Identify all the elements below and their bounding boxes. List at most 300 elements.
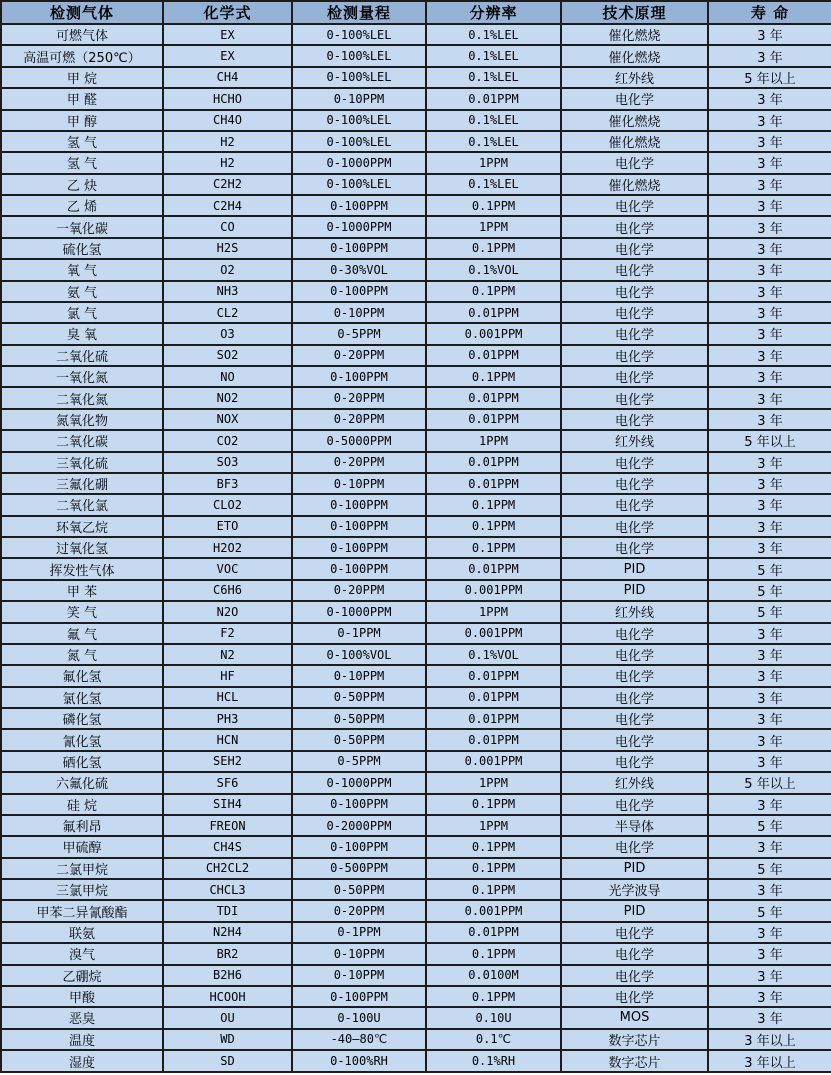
resolution-cell: 0.1%LEL	[426, 24, 561, 45]
principle-cell: 电化学	[561, 366, 708, 387]
gas-name-cell: 一氧化碳	[1, 216, 163, 237]
range-cell: 0-100%LEL	[292, 174, 426, 195]
principle-cell: 电化学	[561, 943, 708, 964]
range-cell: 0-20PPM	[292, 387, 426, 408]
range-cell: 0-100U	[292, 1007, 426, 1028]
range-cell: 0-10PPM	[292, 665, 426, 686]
table-row	[1, 836, 831, 857]
range-cell: 0-5PPM	[292, 751, 426, 772]
table-row	[1, 708, 831, 729]
range-cell: -40—80℃	[292, 1029, 426, 1050]
principle-cell: 电化学	[561, 708, 708, 729]
range-cell: 0-100PPM	[292, 366, 426, 387]
lifespan-cell: 3 年	[708, 687, 831, 708]
principle-cell: 电化学	[561, 516, 708, 537]
resolution-cell: 0.1PPM	[426, 516, 561, 537]
lifespan-cell: 3 年	[708, 986, 831, 1007]
lifespan-cell: 3 年	[708, 88, 831, 109]
lifespan-cell: 3 年	[708, 623, 831, 644]
resolution-cell: 0.01PPM	[426, 922, 561, 943]
formula-cell: FREON	[163, 815, 292, 836]
gas-name-cell: 氢 气	[1, 152, 163, 173]
gas-name-cell: 环氧乙烷	[1, 516, 163, 537]
table-row	[1, 858, 831, 879]
table-row	[1, 430, 831, 451]
principle-cell: 电化学	[561, 409, 708, 430]
range-cell: 0-5000PPM	[292, 430, 426, 451]
range-cell: 0-5PPM	[292, 323, 426, 344]
resolution-cell: 0.01PPM	[426, 558, 561, 579]
formula-cell: O2	[163, 259, 292, 280]
lifespan-cell: 3 年	[708, 45, 831, 66]
lifespan-cell: 3 年	[708, 195, 831, 216]
lifespan-cell: 3 年	[708, 24, 831, 45]
formula-cell: SIH4	[163, 794, 292, 815]
lifespan-cell: 3 年	[708, 494, 831, 515]
formula-cell: BF3	[163, 473, 292, 494]
range-cell: 0-100%LEL	[292, 67, 426, 88]
table-row	[1, 623, 831, 644]
principle-cell: 催化燃烧	[561, 24, 708, 45]
range-cell: 0-20PPM	[292, 452, 426, 473]
lifespan-cell: 3 年	[708, 238, 831, 259]
lifespan-cell: 3 年	[708, 1007, 831, 1028]
range-cell: 0-10PPM	[292, 943, 426, 964]
gas-name-cell: 甲 烷	[1, 67, 163, 88]
resolution-cell: 0.1%LEL	[426, 110, 561, 131]
range-cell: 0-100PPM	[292, 494, 426, 515]
resolution-cell: 0.0100M	[426, 965, 561, 986]
table-row	[1, 729, 831, 750]
resolution-cell: 0.1PPM	[426, 366, 561, 387]
lifespan-cell: 3 年	[708, 922, 831, 943]
gas-name-cell: 乙 烯	[1, 195, 163, 216]
table-row	[1, 986, 831, 1007]
principle-cell: 电化学	[561, 259, 708, 280]
gas-name-cell: 溴气	[1, 943, 163, 964]
formula-cell: F2	[163, 623, 292, 644]
table-row	[1, 879, 831, 900]
gas-name-cell: 笑 气	[1, 601, 163, 622]
gas-name-cell: 氢 气	[1, 131, 163, 152]
table-row	[1, 751, 831, 772]
lifespan-cell: 3 年	[708, 152, 831, 173]
formula-cell: C2H4	[163, 195, 292, 216]
resolution-cell: 0.1PPM	[426, 195, 561, 216]
gas-name-cell: 臭 氧	[1, 323, 163, 344]
lifespan-cell: 3 年以上	[708, 1050, 831, 1072]
gas-name-cell: 氯 气	[1, 302, 163, 323]
table-row	[1, 1007, 831, 1028]
principle-cell: 电化学	[561, 88, 708, 109]
range-cell: 0-10PPM	[292, 473, 426, 494]
resolution-cell: 0.1PPM	[426, 986, 561, 1007]
range-cell: 0-100PPM	[292, 558, 426, 579]
table-row	[1, 110, 831, 131]
formula-cell: VOC	[163, 558, 292, 579]
lifespan-cell: 3 年	[708, 452, 831, 473]
gas-name-cell: 三氧化硫	[1, 452, 163, 473]
principle-cell: 电化学	[561, 302, 708, 323]
table-row	[1, 772, 831, 793]
formula-cell: CHCL3	[163, 879, 292, 900]
range-cell: 0-50PPM	[292, 687, 426, 708]
principle-cell: PID	[561, 858, 708, 879]
gas-name-cell: 氨 气	[1, 281, 163, 302]
table-row	[1, 387, 831, 408]
gas-name-cell: 挥发性气体	[1, 558, 163, 579]
gas-name-cell: 湿度	[1, 1050, 163, 1072]
gas-name-cell: 甲 苯	[1, 580, 163, 601]
table-row	[1, 131, 831, 152]
column-header-2: 检测量程	[292, 1, 426, 24]
lifespan-cell: 3 年	[708, 131, 831, 152]
lifespan-cell: 3 年	[708, 794, 831, 815]
formula-cell: EX	[163, 45, 292, 66]
lifespan-cell: 3 年以上	[708, 1029, 831, 1050]
principle-cell: 电化学	[561, 323, 708, 344]
table-row	[1, 302, 831, 323]
range-cell: 0-100PPM	[292, 238, 426, 259]
lifespan-cell: 3 年	[708, 302, 831, 323]
resolution-cell: 1PPM	[426, 601, 561, 622]
table-row	[1, 174, 831, 195]
gas-name-cell: 乙硼烷	[1, 965, 163, 986]
resolution-cell: 0.01PPM	[426, 345, 561, 366]
lifespan-cell: 5 年	[708, 815, 831, 836]
table-row	[1, 580, 831, 601]
lifespan-cell: 3 年	[708, 708, 831, 729]
principle-cell: 电化学	[561, 729, 708, 750]
resolution-cell: 0.001PPM	[426, 751, 561, 772]
gas-name-cell: 联氨	[1, 922, 163, 943]
resolution-cell: 0.001PPM	[426, 323, 561, 344]
principle-cell: 电化学	[561, 537, 708, 558]
table-row	[1, 216, 831, 237]
gas-name-cell: 三氟化硼	[1, 473, 163, 494]
resolution-cell: 0.01PPM	[426, 409, 561, 430]
principle-cell: 电化学	[561, 345, 708, 366]
resolution-cell: 0.1PPM	[426, 537, 561, 558]
principle-cell: 电化学	[561, 152, 708, 173]
gas-name-cell: 二氧化氮	[1, 387, 163, 408]
principle-cell: 光学波导	[561, 879, 708, 900]
principle-cell: 电化学	[561, 623, 708, 644]
range-cell: 0-100%VOL	[292, 644, 426, 665]
gas-name-cell: 氮 气	[1, 644, 163, 665]
range-cell: 0-100PPM	[292, 836, 426, 857]
column-header-4: 技术原理	[561, 1, 708, 24]
formula-cell: HCN	[163, 729, 292, 750]
formula-cell: SEH2	[163, 751, 292, 772]
lifespan-cell: 3 年	[708, 409, 831, 430]
resolution-cell: 0.1%RH	[426, 1050, 561, 1072]
resolution-cell: 1PPM	[426, 430, 561, 451]
range-cell: 0-100PPM	[292, 537, 426, 558]
table-row	[1, 67, 831, 88]
lifespan-cell: 3 年	[708, 473, 831, 494]
range-cell: 0-20PPM	[292, 900, 426, 921]
gas-name-cell: 硫化氢	[1, 238, 163, 259]
principle-cell: 数字芯片	[561, 1029, 708, 1050]
range-cell: 0-1000PPM	[292, 152, 426, 173]
table-row	[1, 195, 831, 216]
lifespan-cell: 3 年	[708, 751, 831, 772]
formula-cell: HF	[163, 665, 292, 686]
principle-cell: 电化学	[561, 965, 708, 986]
table-row	[1, 259, 831, 280]
table-row	[1, 366, 831, 387]
table-header-row	[1, 1, 831, 24]
principle-cell: 数字芯片	[561, 1050, 708, 1072]
resolution-cell: 0.1PPM	[426, 494, 561, 515]
lifespan-cell: 5 年以上	[708, 772, 831, 793]
resolution-cell: 0.01PPM	[426, 387, 561, 408]
lifespan-cell: 3 年	[708, 387, 831, 408]
principle-cell: 电化学	[561, 195, 708, 216]
lifespan-cell: 3 年	[708, 537, 831, 558]
resolution-cell: 0.01PPM	[426, 687, 561, 708]
gas-name-cell: 三氯甲烷	[1, 879, 163, 900]
resolution-cell: 0.01PPM	[426, 88, 561, 109]
resolution-cell: 1PPM	[426, 772, 561, 793]
formula-cell: N2	[163, 644, 292, 665]
formula-cell: WD	[163, 1029, 292, 1050]
principle-cell: 电化学	[561, 665, 708, 686]
lifespan-cell: 3 年	[708, 516, 831, 537]
table-row	[1, 922, 831, 943]
range-cell: 0-30%VOL	[292, 259, 426, 280]
table-row	[1, 473, 831, 494]
gas-name-cell: 二氯甲烷	[1, 858, 163, 879]
resolution-cell: 0.001PPM	[426, 900, 561, 921]
gas-name-cell: 甲 醇	[1, 110, 163, 131]
formula-cell: CH4	[163, 67, 292, 88]
range-cell: 0-100%LEL	[292, 24, 426, 45]
resolution-cell: 0.1PPM	[426, 879, 561, 900]
principle-cell: 电化学	[561, 473, 708, 494]
gas-name-cell: 甲酸	[1, 986, 163, 1007]
resolution-cell: 0.001PPM	[426, 623, 561, 644]
lifespan-cell: 5 年	[708, 900, 831, 921]
table-row	[1, 1029, 831, 1050]
range-cell: 0-50PPM	[292, 729, 426, 750]
formula-cell: CO2	[163, 430, 292, 451]
range-cell: 0-20PPM	[292, 409, 426, 430]
table-row	[1, 900, 831, 921]
gas-name-cell: 磷化氢	[1, 708, 163, 729]
resolution-cell: 0.1PPM	[426, 836, 561, 857]
resolution-cell: 1PPM	[426, 152, 561, 173]
gas-name-cell: 二氧化碳	[1, 430, 163, 451]
resolution-cell: 0.001PPM	[426, 580, 561, 601]
lifespan-cell: 3 年	[708, 216, 831, 237]
resolution-cell: 0.1%VOL	[426, 259, 561, 280]
range-cell: 0-10PPM	[292, 302, 426, 323]
table-row	[1, 238, 831, 259]
gas-name-cell: 氧 气	[1, 259, 163, 280]
principle-cell: 催化燃烧	[561, 45, 708, 66]
range-cell: 0-10PPM	[292, 965, 426, 986]
gas-name-cell: 甲 醛	[1, 88, 163, 109]
formula-cell: H2O2	[163, 537, 292, 558]
lifespan-cell: 3 年	[708, 281, 831, 302]
formula-cell: CLO2	[163, 494, 292, 515]
formula-cell: SF6	[163, 772, 292, 793]
range-cell: 0-20PPM	[292, 580, 426, 601]
formula-cell: C2H2	[163, 174, 292, 195]
principle-cell: 电化学	[561, 986, 708, 1007]
principle-cell: 电化学	[561, 794, 708, 815]
formula-cell: C6H6	[163, 580, 292, 601]
lifespan-cell: 5 年	[708, 558, 831, 579]
principle-cell: 催化燃烧	[561, 131, 708, 152]
table-row	[1, 537, 831, 558]
table-row	[1, 965, 831, 986]
formula-cell: CH4S	[163, 836, 292, 857]
column-header-1: 化学式	[163, 1, 292, 24]
formula-cell: O3	[163, 323, 292, 344]
lifespan-cell: 3 年	[708, 259, 831, 280]
table-row	[1, 409, 831, 430]
table-row	[1, 152, 831, 173]
gas-name-cell: 甲苯二异氰酸酯	[1, 900, 163, 921]
principle-cell: 红外线	[561, 601, 708, 622]
lifespan-cell: 5 年	[708, 601, 831, 622]
gas-name-cell: 一氧化氮	[1, 366, 163, 387]
principle-cell: PID	[561, 558, 708, 579]
resolution-cell: 0.1PPM	[426, 238, 561, 259]
lifespan-cell: 5 年	[708, 580, 831, 601]
principle-cell: MOS	[561, 1007, 708, 1028]
range-cell: 0-1PPM	[292, 922, 426, 943]
table-row	[1, 815, 831, 836]
formula-cell: HCHO	[163, 88, 292, 109]
formula-cell: SD	[163, 1050, 292, 1072]
formula-cell: BR2	[163, 943, 292, 964]
formula-cell: TDI	[163, 900, 292, 921]
principle-cell: 电化学	[561, 238, 708, 259]
formula-cell: CL2	[163, 302, 292, 323]
resolution-cell: 0.1%LEL	[426, 45, 561, 66]
formula-cell: H2	[163, 152, 292, 173]
gas-name-cell: 氯化氢	[1, 687, 163, 708]
table-row	[1, 558, 831, 579]
gas-name-cell: 氟利昂	[1, 815, 163, 836]
gas-name-cell: 二氧化硫	[1, 345, 163, 366]
table-row	[1, 281, 831, 302]
range-cell: 0-20PPM	[292, 345, 426, 366]
table-body	[1, 24, 831, 1072]
resolution-cell: 0.01PPM	[426, 665, 561, 686]
lifespan-cell: 3 年	[708, 174, 831, 195]
lifespan-cell: 3 年	[708, 665, 831, 686]
table-row	[1, 794, 831, 815]
resolution-cell: 0.01PPM	[426, 708, 561, 729]
formula-cell: CH4O	[163, 110, 292, 131]
column-header-0: 检测气体	[1, 1, 163, 24]
formula-cell: N2O	[163, 601, 292, 622]
lifespan-cell: 3 年	[708, 644, 831, 665]
gas-name-cell: 氟化氢	[1, 665, 163, 686]
table-row	[1, 943, 831, 964]
resolution-cell: 0.1%VOL	[426, 644, 561, 665]
lifespan-cell: 3 年	[708, 110, 831, 131]
range-cell: 0-1000PPM	[292, 216, 426, 237]
gas-name-cell: 六氟化硫	[1, 772, 163, 793]
principle-cell: 半导体	[561, 815, 708, 836]
principle-cell: 红外线	[561, 772, 708, 793]
formula-cell: HCOOH	[163, 986, 292, 1007]
table-row	[1, 494, 831, 515]
table-row	[1, 516, 831, 537]
gas-name-cell: 高温可燃（250℃）	[1, 45, 163, 66]
range-cell: 0-100PPM	[292, 281, 426, 302]
range-cell: 0-100%LEL	[292, 110, 426, 131]
formula-cell: SO3	[163, 452, 292, 473]
gas-name-cell: 二氧化氯	[1, 494, 163, 515]
principle-cell: 催化燃烧	[561, 110, 708, 131]
table-row	[1, 345, 831, 366]
resolution-cell: 0.01PPM	[426, 452, 561, 473]
resolution-cell: 0.01PPM	[426, 302, 561, 323]
formula-cell: NO	[163, 366, 292, 387]
table-row	[1, 452, 831, 473]
formula-cell: PH3	[163, 708, 292, 729]
range-cell: 0-1000PPM	[292, 772, 426, 793]
principle-cell: PID	[561, 580, 708, 601]
gas-name-cell: 可燃气体	[1, 24, 163, 45]
principle-cell: PID	[561, 900, 708, 921]
gas-name-cell: 氰化氢	[1, 729, 163, 750]
gas-name-cell: 恶臭	[1, 1007, 163, 1028]
gas-name-cell: 过氧化氢	[1, 537, 163, 558]
range-cell: 0-100%RH	[292, 1050, 426, 1072]
principle-cell: 电化学	[561, 452, 708, 473]
formula-cell: CH2CL2	[163, 858, 292, 879]
principle-cell: 红外线	[561, 67, 708, 88]
formula-cell: NOX	[163, 409, 292, 430]
lifespan-cell: 5 年	[708, 858, 831, 879]
principle-cell: 电化学	[561, 687, 708, 708]
resolution-cell: 0.01PPM	[426, 729, 561, 750]
formula-cell: N2H4	[163, 922, 292, 943]
resolution-cell: 0.1PPM	[426, 858, 561, 879]
gas-name-cell: 氮氧化物	[1, 409, 163, 430]
range-cell: 0-100%LEL	[292, 131, 426, 152]
principle-cell: 电化学	[561, 281, 708, 302]
table-row	[1, 45, 831, 66]
resolution-cell: 0.1%LEL	[426, 131, 561, 152]
formula-cell: NH3	[163, 281, 292, 302]
lifespan-cell: 3 年	[708, 366, 831, 387]
column-header-3: 分辨率	[426, 1, 561, 24]
resolution-cell: 0.1%LEL	[426, 174, 561, 195]
lifespan-cell: 3 年	[708, 345, 831, 366]
formula-cell: EX	[163, 24, 292, 45]
table-row	[1, 88, 831, 109]
gas-name-cell: 硒化氢	[1, 751, 163, 772]
table-row	[1, 687, 831, 708]
table-row	[1, 644, 831, 665]
lifespan-cell: 5 年以上	[708, 430, 831, 451]
resolution-cell: 0.1PPM	[426, 943, 561, 964]
formula-cell: SO2	[163, 345, 292, 366]
principle-cell: 电化学	[561, 216, 708, 237]
resolution-cell: 1PPM	[426, 216, 561, 237]
range-cell: 0-100PPM	[292, 516, 426, 537]
range-cell: 0-100PPM	[292, 794, 426, 815]
